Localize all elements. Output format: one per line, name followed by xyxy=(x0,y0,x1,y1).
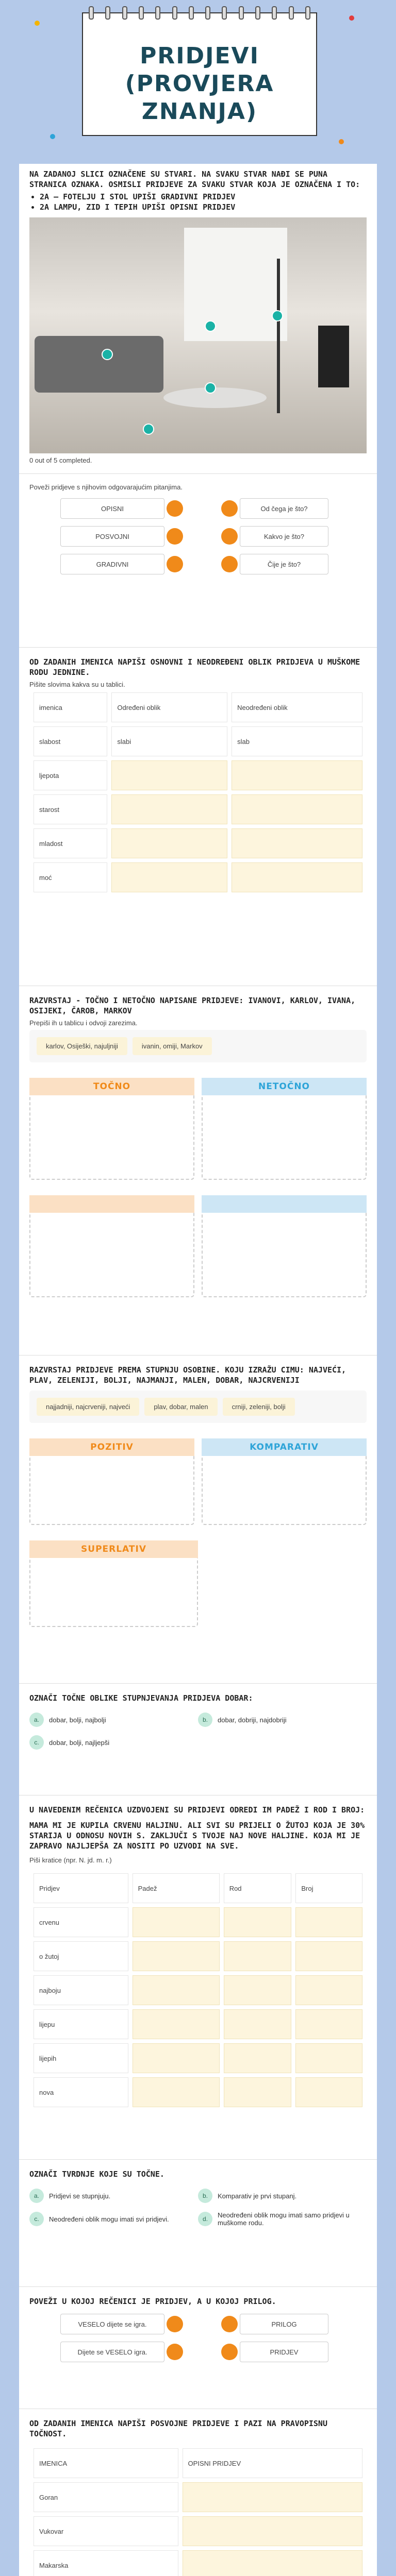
answer-field[interactable] xyxy=(183,2550,362,2576)
table-row-label: Goran xyxy=(34,2482,178,2512)
banner-superlativ: SUPERLATIV xyxy=(29,1540,198,1558)
table-header: OPISNI PRIDJEV xyxy=(183,2448,362,2478)
drop-zone[interactable] xyxy=(29,1090,194,1180)
match-dot[interactable] xyxy=(167,2344,183,2360)
answer-field[interactable] xyxy=(295,2077,362,2107)
word-chip[interactable]: plav, dobar, malen xyxy=(144,1398,217,1416)
task3-heading: RAZVRSTAJ - TOČNO I NETOČNO NAPISANE PRIDJEVE: IVANOVI, KARLOV, IVANA, OSIJEKI, ČAROB, MARKOV xyxy=(29,996,356,1015)
answer-field[interactable] xyxy=(232,828,362,858)
option-text: dobar, bolji, najbolji xyxy=(49,1716,106,1724)
task3-instruction: Prepiši ih u tablicu i odvoji zarezima. xyxy=(29,1019,138,1027)
answer-field[interactable] xyxy=(133,1941,220,1971)
match-instruction: Poveži pridjeve s njihovim odgovarajućim pitanjima. xyxy=(29,483,183,491)
drop-zone[interactable] xyxy=(29,1553,198,1627)
drop-zone[interactable] xyxy=(202,1208,367,1297)
q2-heading: OZNAČI TVRDNJE KOJE SU TOČNE. xyxy=(29,2170,164,2179)
match-dot[interactable] xyxy=(167,528,183,545)
table-row-label: starost xyxy=(34,794,107,824)
table-header: Rod xyxy=(224,1873,292,1903)
option-text: Neodređeni oblik mogu imati svi pridjevi. xyxy=(49,2215,169,2223)
match-left-item[interactable]: VESELO dijete se igra. xyxy=(60,2314,164,2334)
hotspot-1[interactable] xyxy=(102,349,113,360)
task5-heading: U NAVEDENIM REČENICA UZDVOJENI SU PRIDJEVI ODREDI IM PADEŽ I ROD I BROJ: xyxy=(29,1805,365,1815)
answer-field[interactable] xyxy=(133,2043,220,2073)
answer-field[interactable] xyxy=(133,2009,220,2039)
table-row-label: Makarska xyxy=(34,2550,178,2576)
banner-tocno: TOČNO xyxy=(29,1078,194,1095)
word-chip[interactable]: najjadniji, najcrveniji, najveći xyxy=(37,1398,139,1416)
table-row-label: ljepota xyxy=(34,760,107,790)
match-left-item[interactable]: Dijete se VESELO igra. xyxy=(60,2342,164,2362)
option-text: dobar, bolji, najljepši xyxy=(49,1738,110,1747)
match-dot[interactable] xyxy=(167,2316,183,2332)
answer-option[interactable] xyxy=(198,2184,367,2207)
answer-field[interactable] xyxy=(224,1941,292,1971)
match-left-item[interactable]: GRADIVNI xyxy=(60,554,164,574)
match-right-item[interactable]: Od čega je što? xyxy=(240,498,328,519)
match-right-item[interactable]: PRILOG xyxy=(240,2314,328,2334)
answer-field[interactable] xyxy=(232,862,362,892)
table-cell: slab xyxy=(232,726,362,756)
title-line-1: PRIDJEVI xyxy=(140,43,259,69)
banner-blank xyxy=(202,1195,367,1213)
match-dot[interactable] xyxy=(221,556,238,572)
answer-field[interactable] xyxy=(224,1975,292,2005)
word-chip[interactable]: ivanin, omiji, Markov xyxy=(133,1037,212,1055)
answer-field[interactable] xyxy=(224,2077,292,2107)
answer-option[interactable] xyxy=(29,1708,198,1731)
header xyxy=(19,0,377,164)
answer-field[interactable] xyxy=(111,760,227,790)
answer-field[interactable] xyxy=(133,1975,220,2005)
answer-field[interactable] xyxy=(295,1907,362,1937)
task4-heading: RAZVRSTAJ PRIDJEVE PREMA STUPNJU OSOBINE. KOJU IZRAŽU CIMU: NAJVEĆI, PLAV, ZELENIJI, BOLJI, NAJMANJI, MALEN, DOBAR, NAJCRVENIJI xyxy=(29,1365,346,1385)
match-dot[interactable] xyxy=(167,556,183,572)
option-key: d. xyxy=(198,2212,212,2226)
match-right-item[interactable]: Čije je što? xyxy=(240,554,328,574)
hotspot-5[interactable] xyxy=(143,423,154,435)
drop-zone[interactable] xyxy=(29,1208,194,1297)
match-dot[interactable] xyxy=(221,2316,238,2332)
drop-zone[interactable] xyxy=(202,1090,367,1180)
table-cell: slabi xyxy=(111,726,227,756)
answer-option[interactable] xyxy=(29,1731,198,1754)
answer-field[interactable] xyxy=(232,760,362,790)
option-key: c. xyxy=(29,1735,44,1750)
title-notebook xyxy=(82,12,317,136)
table-row-label: lijepu xyxy=(34,2009,128,2039)
match-left-item[interactable]: POSVOJNI xyxy=(60,526,164,547)
table-row-label: moć xyxy=(34,862,107,892)
answer-field[interactable] xyxy=(111,862,227,892)
option-key: a. xyxy=(29,1713,44,1727)
task5-instruction: Piši kratice (npr. N. jd. m. r.) xyxy=(29,1856,112,1864)
word-chip[interactable]: crniji, zeleniji, bolji xyxy=(223,1398,295,1416)
progress-text: 0 out of 5 completed. xyxy=(29,456,92,464)
answer-field[interactable] xyxy=(295,1975,362,2005)
match-dot[interactable] xyxy=(221,2344,238,2360)
banner-komparativ: KOMPARATIV xyxy=(202,1438,367,1456)
task5-table xyxy=(29,1869,367,2111)
answer-field[interactable] xyxy=(183,2516,362,2546)
answer-field[interactable] xyxy=(224,2009,292,2039)
hotspot-4[interactable] xyxy=(205,382,216,394)
answer-field[interactable] xyxy=(133,1907,220,1937)
table-row-label: najboju xyxy=(34,1975,128,2005)
task2-table xyxy=(29,688,367,896)
answer-option[interactable] xyxy=(29,2184,198,2207)
option-text: Komparativ je prvi stupanj. xyxy=(218,2192,297,2200)
answer-field[interactable] xyxy=(232,794,362,824)
task6-table xyxy=(29,2444,367,2576)
drop-zone[interactable] xyxy=(202,1451,367,1525)
answer-field[interactable] xyxy=(183,2482,362,2512)
banner-blank xyxy=(29,1195,194,1213)
page-title xyxy=(83,42,316,126)
table-row-label: mladost xyxy=(34,828,107,858)
answer-field[interactable] xyxy=(111,828,227,858)
task2-instruction: Pišite slovima kakva su u tablici. xyxy=(29,681,125,688)
room-photo xyxy=(29,217,367,453)
match-dot[interactable] xyxy=(167,500,183,517)
q3-heading: POVEŽI U KOJOJ REČENICI JE PRIDJEV, A U KOJOJ PRILOG. xyxy=(29,2297,276,2306)
hotspot-2[interactable] xyxy=(205,320,216,332)
answer-field[interactable] xyxy=(111,794,227,824)
option-key: a. xyxy=(29,2189,44,2203)
table-row-label: Vukovar xyxy=(34,2516,178,2546)
option-key: c. xyxy=(29,2212,44,2226)
table-row-label: lijepih xyxy=(34,2043,128,2073)
word-bank xyxy=(29,1030,367,1062)
task5-text: MAMA MI JE KUPILA CRVENU HALJINU. ALI SVI SU PRIJELI O ŽUTOJ KOJA JE 30% STARIJA U ODNOSU NOVIH S. ZAKLJUČI S TVOJE NAJ NOVE HALJINE. KOJA MI JE ZAPRAVO NAJLJEPŠA ZA NOSITI PO UZVODI NA SVE. xyxy=(29,1821,365,1851)
table-header: Padež xyxy=(133,1873,220,1903)
intro-text: NA ZADANOJ SLICI OZNAČENE SU STVARI. NA SVAKU STVAR NAĐI SE PUNA STRANICA OZNAKA. OSMISLI PRIDJEVE ZA SVAKU STVAR KOJA JE OZNAČENA I TO: xyxy=(29,170,360,189)
option-key: b. xyxy=(198,1713,212,1727)
table-cell: slabost xyxy=(34,726,107,756)
title-line-2: (PROVJERA ZNANJA) xyxy=(125,71,274,125)
table-header: imenica xyxy=(34,692,107,722)
answer-field[interactable] xyxy=(133,2077,220,2107)
match-dot[interactable] xyxy=(221,500,238,517)
intro-bullet: • 2A – FOTELJU I STOL UPIŠI GRADIVNI PRIDJEV xyxy=(40,192,367,202)
answer-option[interactable] xyxy=(198,2207,367,2231)
answer-field[interactable] xyxy=(295,1941,362,1971)
answer-field[interactable] xyxy=(295,2043,362,2073)
match-right-item[interactable]: PRIDJEV xyxy=(240,2342,328,2362)
option-text: Neodređeni oblik mogu imati samo pridjevi u muškome rodu. xyxy=(218,2211,350,2227)
task2-heading: OD ZADANIH IMENICA NAPIŠI OSNOVNI I NEODREĐENI OBLIK PRIDJEVA U MUŠKOME RODU JEDNINE. xyxy=(29,657,360,677)
intro-bullet: • 2A LAMPU, ZID I TEPIH UPIŠI OPISNI PRIDJEV xyxy=(40,202,367,212)
drop-zone[interactable] xyxy=(29,1451,194,1525)
table-row-label: nova xyxy=(34,2077,128,2107)
table-header: Pridjev xyxy=(34,1873,128,1903)
q1-heading: OZNAČI TOČNE OBLIKE STUPNJEVANJA PRIDJEVA DOBAR: xyxy=(29,1693,253,1703)
task6-heading: OD ZADANIH IMENICA NAPIŠI POSVOJNE PRIDJEVE I PAZI NA PRAVOPISNU TOČNOST. xyxy=(29,2419,327,2438)
answer-field[interactable] xyxy=(224,1907,292,1937)
match-left-item[interactable]: OPISNI xyxy=(60,498,164,519)
answer-option[interactable] xyxy=(198,1708,367,1731)
banner-netocno: NETOČNO xyxy=(202,1078,367,1095)
option-text: Pridjevi se stupnjuju. xyxy=(49,2192,111,2200)
word-bank xyxy=(29,1391,367,1423)
hotspot-3[interactable] xyxy=(272,310,283,321)
worksheet-page xyxy=(19,0,377,2576)
match-dot[interactable] xyxy=(221,528,238,545)
word-chip[interactable]: karlov, Osiješki, najuljniji xyxy=(37,1037,127,1055)
banner-pozitiv: POZITIV xyxy=(29,1438,194,1456)
option-key: b. xyxy=(198,2189,212,2203)
answer-option[interactable] xyxy=(29,2207,198,2231)
table-header: Neodređeni oblik xyxy=(232,692,362,722)
table-header: Određeni oblik xyxy=(111,692,227,722)
answer-field[interactable] xyxy=(295,2009,362,2039)
table-header: Broj xyxy=(295,1873,362,1903)
answer-field[interactable] xyxy=(224,2043,292,2073)
match-right-item[interactable]: Kakvo je što? xyxy=(240,526,328,547)
table-header: IMENICA xyxy=(34,2448,178,2478)
table-row-label: crvenu xyxy=(34,1907,128,1937)
table-row-label: o žutoj xyxy=(34,1941,128,1971)
option-text: dobar, dobriji, najdobriji xyxy=(218,1716,287,1724)
